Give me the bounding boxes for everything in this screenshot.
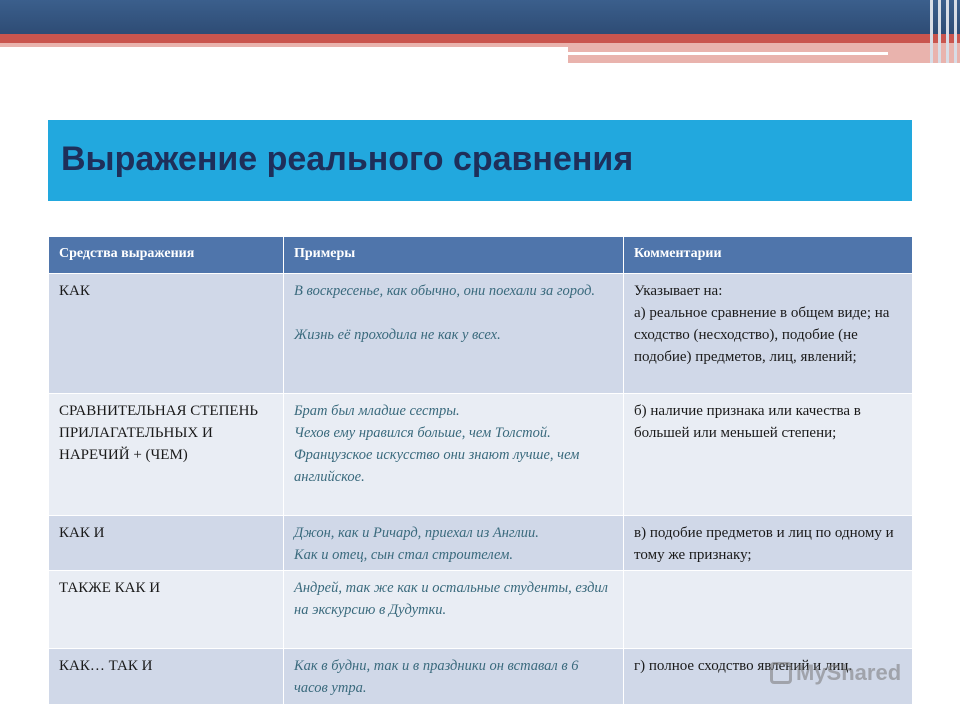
example-line: Как в будни, так и в праздники он вставал в 6 часов утра.: [294, 658, 579, 696]
table-header-row: [49, 237, 913, 274]
cell-examples: [284, 394, 624, 516]
example-line: Андрей, так же как и остальные студенты, ездил на экскурсию в Дудутки.: [294, 580, 609, 618]
table-row: [49, 571, 913, 649]
top-decor-vline: [946, 0, 949, 63]
cell-means: КАК… ТАК И: [49, 649, 284, 705]
cell-comment: [624, 516, 913, 571]
title-banner: [48, 120, 912, 201]
table-row: [49, 394, 913, 516]
cell-comment-empty: [624, 571, 913, 649]
cell-examples: [284, 516, 624, 571]
cell-examples: [284, 274, 624, 394]
comment-line: г) полное сходство явлений и лиц.: [634, 658, 853, 674]
cell-comment: [624, 394, 913, 516]
comparison-table: [48, 236, 913, 705]
cell-means: СРАВНИТЕЛЬНАЯ СТЕПЕНЬ ПРИЛАГАТЕЛЬНЫХ И НАРЕЧИЙ + (ЧЕМ): [49, 394, 284, 516]
table-row: [49, 274, 913, 394]
top-decor-pink-block: [568, 47, 960, 63]
top-decor-vline: [930, 0, 933, 63]
cell-comment: [624, 274, 913, 394]
top-decor-bar: [0, 0, 960, 34]
comment-line: в) подобие предметов и лиц по одному и тому же признаку;: [634, 525, 894, 563]
example-line: Чехов ему нравился больше, чем Толстой.: [294, 425, 551, 441]
top-decor-white-line: [568, 52, 888, 55]
comment-line: а) реальное сравнение в общем виде; на сходство (несходство), подобие (не подобие) предметов, лиц, явлений;: [634, 305, 890, 365]
example-line: [294, 302, 615, 324]
top-decor-red-stripe: [0, 34, 960, 43]
comment-line: б) наличие признака или качества в большей или меньшей степени;: [634, 403, 861, 441]
table-row: [49, 516, 913, 571]
cell-means: КАК И: [49, 516, 284, 571]
example-line: Французское искусство они знают лучше, чем английское.: [294, 447, 580, 485]
slide-title: Выражение реального сравнения: [61, 140, 634, 178]
header-means: Средства выражения: [49, 237, 284, 274]
example-line: В воскресенье, как обычно, они поехали за город.: [294, 283, 596, 299]
cell-examples: [284, 649, 624, 705]
watermark-text: MyShared: [796, 660, 902, 685]
example-line: Как и отец, сын стал строителем.: [294, 547, 514, 563]
watermark-icon: [770, 662, 792, 684]
header-comments: Комментарии: [624, 237, 913, 274]
example-line: Джон, как и Ричард, приехал из Англии.: [294, 525, 539, 541]
example-line: Жизнь её проходила не как у всех.: [294, 327, 501, 343]
cell-means: ТАКЖЕ КАК И: [49, 571, 284, 649]
header-examples: Примеры: [284, 237, 624, 274]
top-decor-vline: [938, 0, 941, 63]
comment-line: Указывает на:: [634, 283, 723, 299]
cell-examples: [284, 571, 624, 649]
example-line: Брат был младше сестры.: [294, 403, 460, 419]
top-decor-vline: [954, 0, 957, 63]
watermark: [770, 660, 901, 686]
cell-means: КАК: [49, 274, 284, 394]
